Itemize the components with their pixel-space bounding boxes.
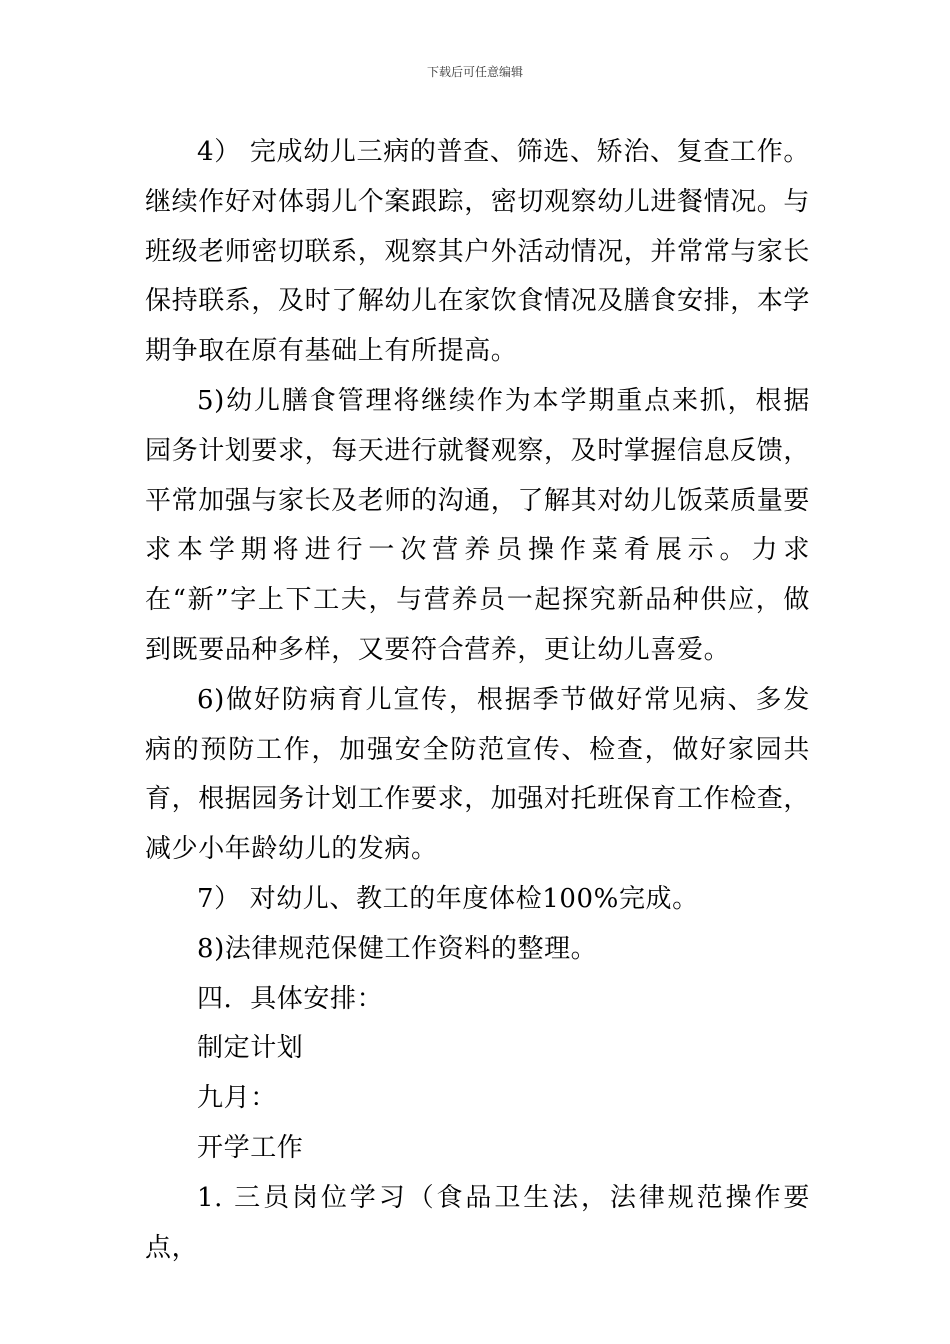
section-heading-schedule: 四．具体安排：: [197, 983, 384, 1014]
paragraph-item-7: 7） 对幼儿、教工的年度体检100%完成。: [197, 883, 699, 914]
paragraph-item-6: 6)做好防病育儿宣传，根据季节做好常见病、多发病的预防工作，加强安全防范宣传、检查，做好家园共育，根据园务计划工作要求，加强对托班保育工作检查，减少小年龄幼儿的发病。: [145, 684, 811, 865]
list-item-1: 1. 三员岗位学习（食品卫生法，法律规范操作要点，: [145, 1182, 810, 1263]
page-header-note: 下载后可任意编辑: [426, 65, 523, 79]
paragraph-item-4: 4） 完成幼儿三病的普查、筛选、矫治、复查工作。继续作好对体弱儿个案跟踪，密切观察幼儿进餐情况。与班级老师密切联系，观察其户外活动情况，并常常与家长保持联系，及时了解幼儿在家饮食情况及膳食安排，本学期争取在原有基础上有所提高。: [145, 137, 811, 367]
line-month-september: 九月：: [197, 1083, 277, 1114]
line-school-opening-work: 开学工作: [197, 1132, 304, 1163]
paragraph-item-5: 5)幼儿膳食管理将继续作为本学期重点来抓，根据园务计划要求，每天进行就餐观察，及时掌握信息反馈，平常加强与家长及老师的沟通，了解其对幼儿饭菜质量要求本学期将进行一次营养员操作菜肴展示。力求在“新”字上下工夫，与营养员一起探究新品种供应，做到既要品种多样，又要符合营养，更让幼儿喜爱。: [145, 385, 811, 665]
document-body: [145, 128, 810, 1273]
paragraph-item-8: 8)法律规范保健工作资料的整理。: [197, 933, 598, 964]
line-make-plan: 制定计划: [197, 1033, 304, 1064]
